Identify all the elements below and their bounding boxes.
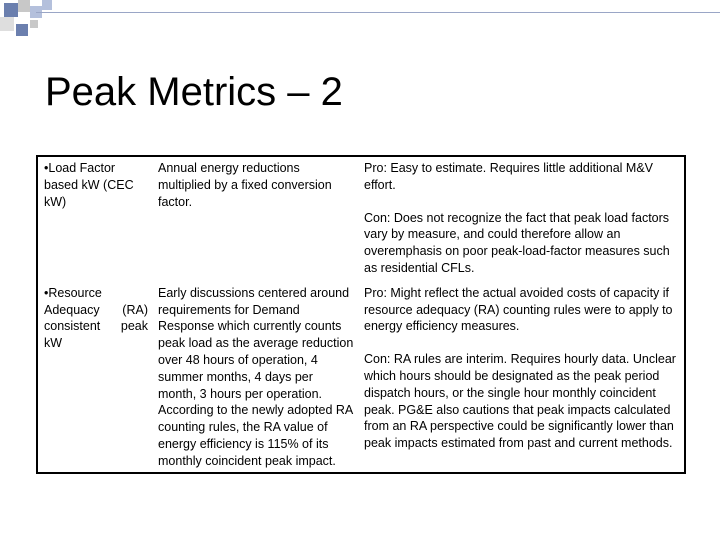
metric-name: •Resource Adequacy (RA) consistent peak kW: [44, 285, 148, 351]
metric-description: Annual energy reductions multiplied by a fixed conversion factor.: [158, 161, 332, 209]
decor-square: [16, 24, 28, 36]
pro-text: Pro: Easy to estimate. Requires little additional M&V effort.: [364, 161, 654, 192]
pro-text: Pro: Might reflect the actual avoided costs of capacity if resource adequacy (RA) counting rules were to apply to energy efficiency measures.: [364, 285, 673, 334]
con-text: Con: Does not recognize the fact that peak load factors vary by measure, and could therefore allow an overemphasis on poor peak-load-factor measures such as residential CFLs.: [364, 210, 670, 275]
decor-square: [30, 20, 38, 28]
decor-square: [18, 0, 30, 12]
header-rule: [36, 12, 720, 13]
con-text: Con: RA rules are interim. Requires hourly data. Unclear which hours should be designated as the peak period dispatch hours, or the single hour monthly coincident peak. PG&E also cautions that peak impacts calculated from an RA perspective could be significantly lower than peak impacts estimated from past and current methods.: [364, 352, 676, 451]
metric-description: Early discussions centered around requirements for Demand Response which currently counts peak load as the average reduction over 48 hours of operation, 4 summer months, 4 days per month, 3 hours per operation. According to the newly adopted RA counting rules, the RA value of energy efficiency is 115% of its monthly coincident peak impact.: [158, 285, 354, 468]
decor-square: [4, 3, 18, 17]
metric-name: •Load Factor based kW (CEC kW): [44, 161, 134, 209]
pro-con-cell: [358, 279, 685, 473]
table-row: [37, 156, 685, 279]
table-row: [37, 279, 685, 473]
decor-square: [0, 17, 14, 31]
spacer: [364, 194, 680, 210]
slide-title: Peak Metrics – 2: [45, 70, 343, 114]
decor-square: [42, 0, 52, 10]
pro-con-cell: [358, 156, 685, 279]
header-decoration: [0, 0, 720, 46]
spacer: [364, 335, 680, 351]
metrics-table: [36, 155, 686, 474]
